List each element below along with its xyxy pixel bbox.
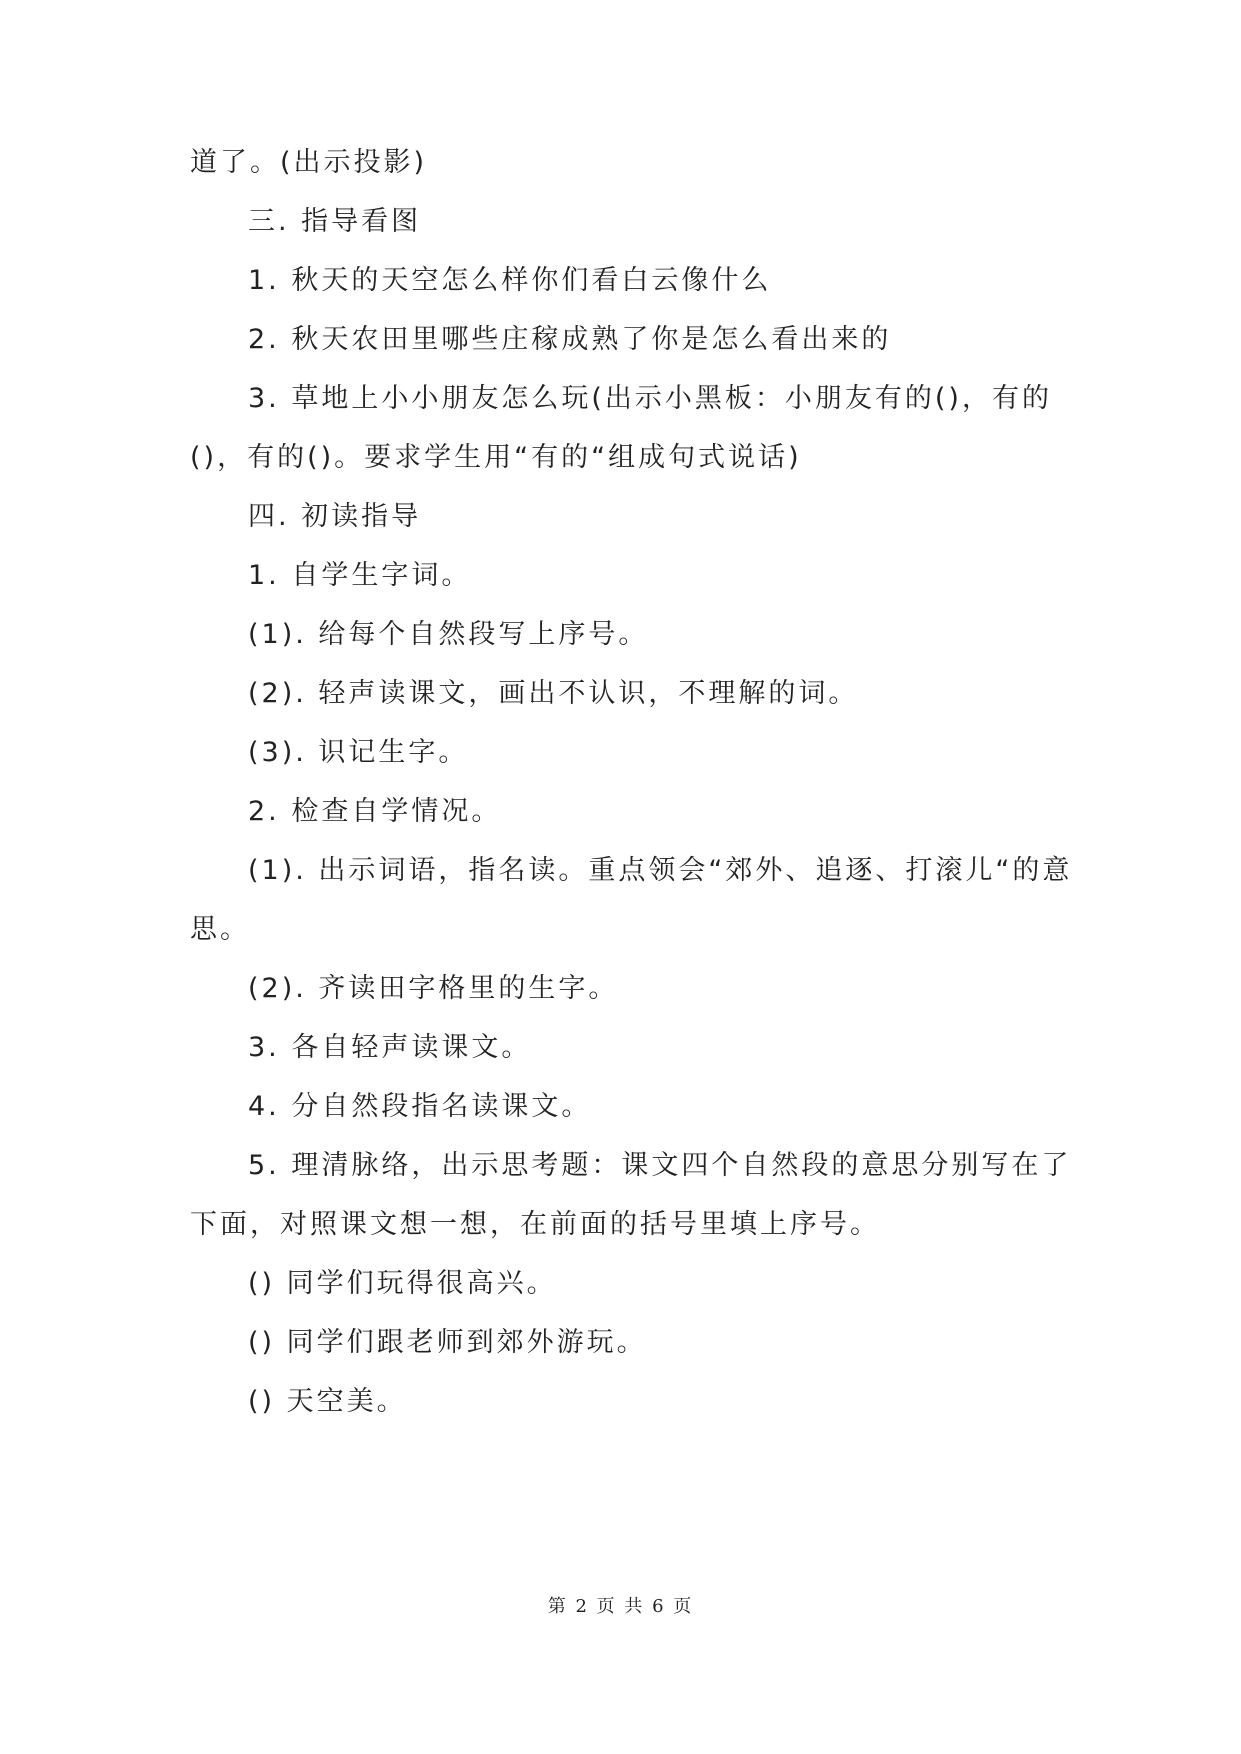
text-line: (2). 齐读田字格里的生字。 [248, 973, 619, 1004]
text-line: ()，有的()。要求学生用“有的“组成句式说话) [190, 442, 802, 473]
text-line: (3). 识记生字。 [248, 737, 469, 768]
text-line: 1. 秋天的天空怎么样你们看白云像什么 [248, 265, 772, 296]
text-line: () 同学们玩得很高兴。 [248, 1268, 557, 1299]
text-line: 3. 各自轻声读课文。 [248, 1032, 532, 1063]
page-number: 第 2 页 共 6 页 [547, 1596, 694, 1617]
text-line: 2. 秋天农田里哪些庄稼成熟了你是怎么看出来的 [248, 324, 892, 355]
text-line: 思。 [190, 914, 250, 945]
section-heading: 三. 指导看图 [248, 206, 422, 237]
text-line: (1). 给每个自然段写上序号。 [248, 619, 649, 650]
text-line: (1). 出示词语，指名读。重点领会“郊外、追逐、打滚儿“的意 [248, 855, 1073, 886]
text-line: (2). 轻声读课文，画出不认识，不理解的词。 [248, 678, 859, 709]
text-line: () 同学们跟老师到郊外游玩。 [248, 1327, 647, 1358]
text-line: 1. 自学生字词。 [248, 560, 472, 591]
text-line: 5. 理清脉络，出示思考题：课文四个自然段的意思分别写在了 [248, 1150, 1072, 1181]
text-line: 下面，对照课文想一想，在前面的括号里填上序号。 [190, 1209, 880, 1240]
text-line: () 天空美。 [248, 1386, 407, 1417]
section-heading: 四. 初读指导 [248, 501, 422, 532]
text-line: 道了。(出示投影) [190, 147, 428, 178]
text-line: 3. 草地上小小朋友怎么玩(出示小黑板：小朋友有的()，有的 [248, 383, 1052, 414]
text-line: 4. 分自然段指名读课文。 [248, 1091, 592, 1122]
text-line: 2. 检查自学情况。 [248, 796, 502, 827]
